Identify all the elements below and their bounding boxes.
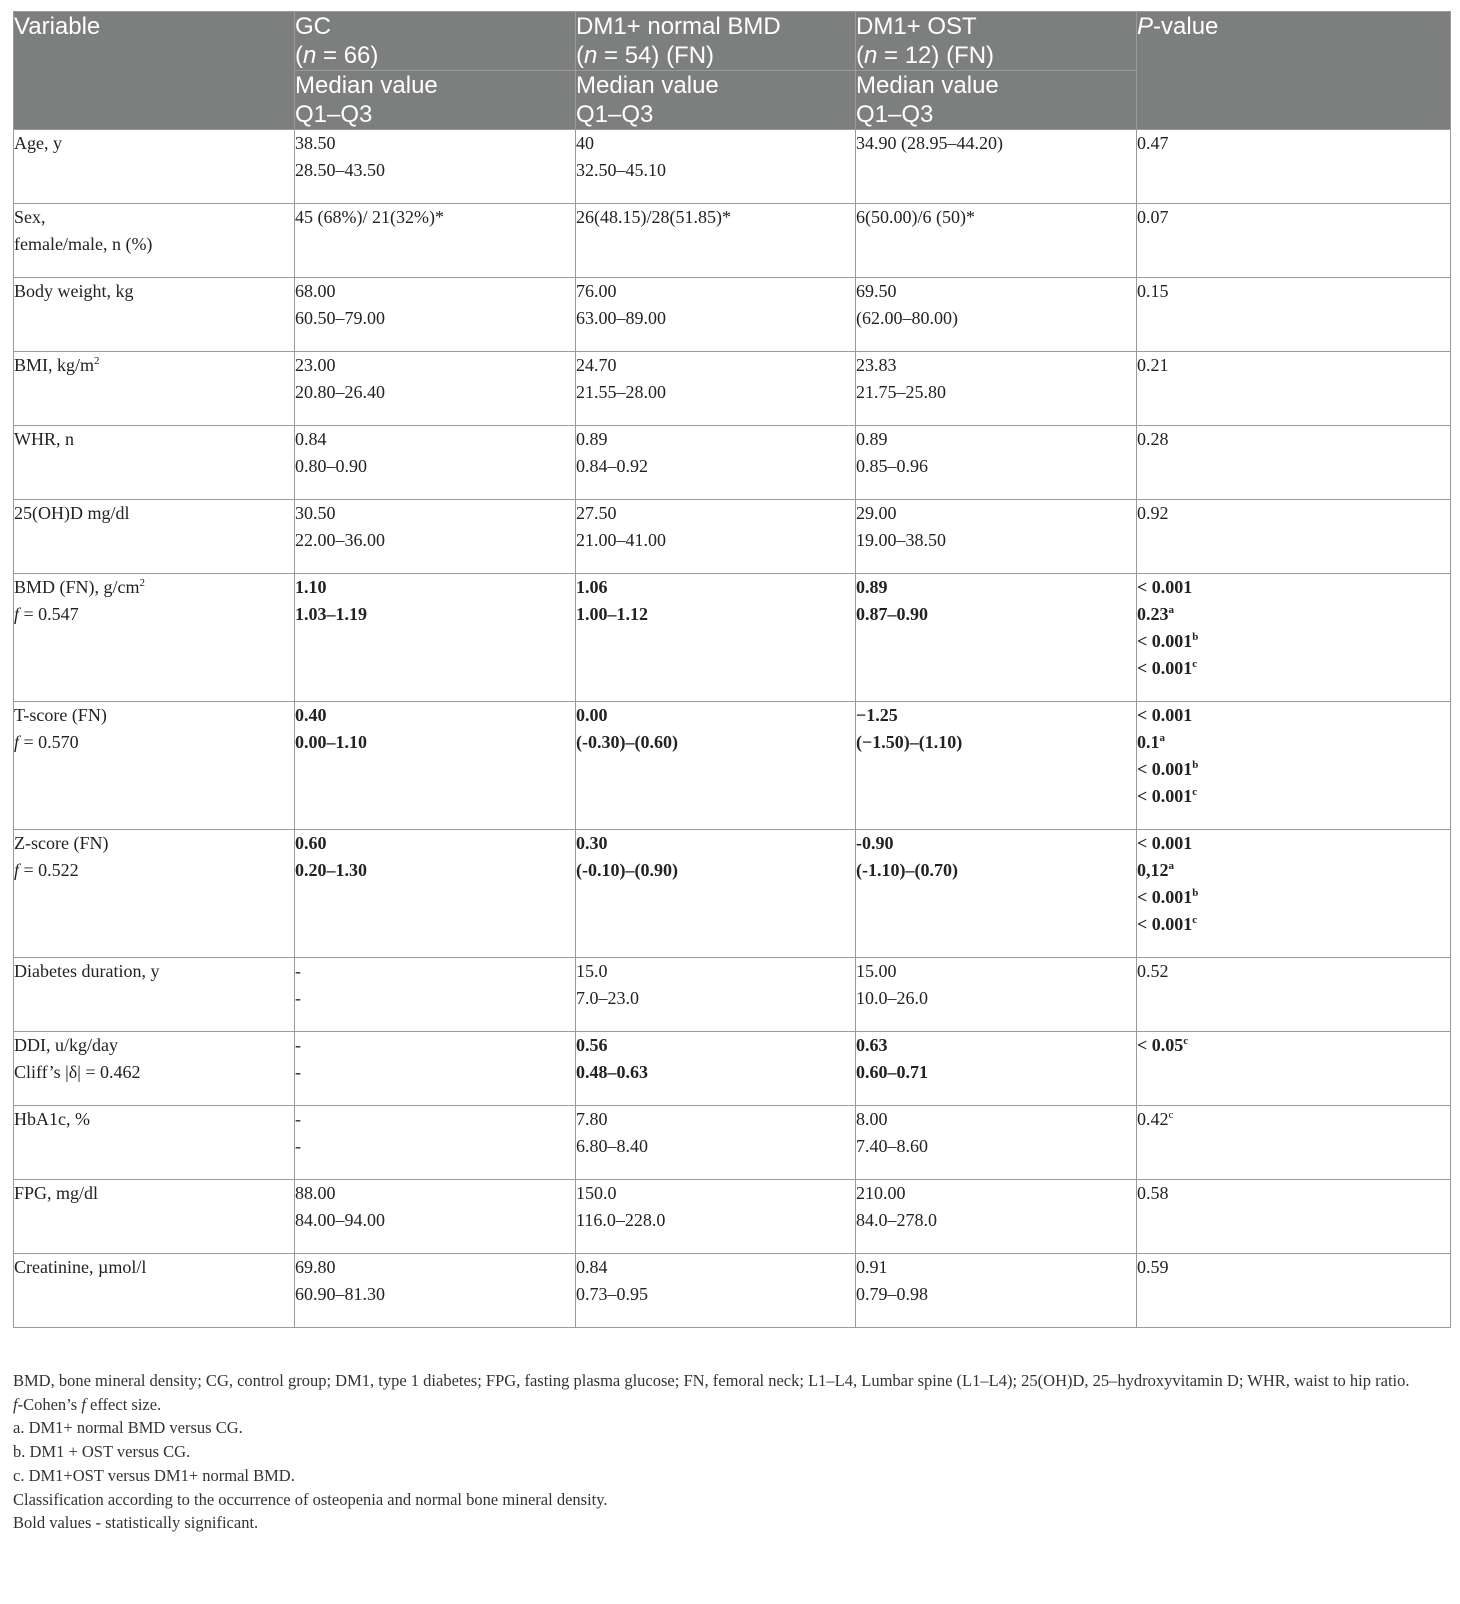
cell-value: 0.84	[295, 429, 327, 449]
cell-gc	[295, 574, 576, 702]
variable-name: Creatinine, µmol/l	[14, 1257, 147, 1277]
cell-dm-normal	[576, 830, 856, 958]
pvalue-superscript: c	[1183, 1035, 1189, 1047]
cell-dm-ost	[856, 1106, 1137, 1180]
cell-value: 0.89	[856, 577, 888, 597]
cell-value: 1.03–1.19	[295, 604, 367, 624]
cell-value: 0.79–0.98	[856, 1284, 928, 1304]
cell-gc	[295, 278, 576, 352]
footnote-cohen-suffix: effect size.	[85, 1394, 162, 1414]
variable-superscript: 2	[139, 577, 145, 589]
cell-value: 21.75–25.80	[856, 382, 946, 402]
cell-value: -	[295, 1136, 301, 1156]
cell-value: 1.10	[295, 577, 327, 597]
cell-gc	[295, 958, 576, 1032]
pvalue-line	[1137, 911, 1450, 938]
header-pvalue: P-value	[1137, 12, 1451, 130]
pvalue-line	[1137, 1032, 1450, 1059]
cell-variable	[14, 574, 295, 702]
variable-name-line	[14, 574, 294, 601]
variable-name: HbA1c, %	[14, 1109, 90, 1129]
header-dm-normal-title: DM1+ normal BMD	[576, 13, 781, 40]
pvalue: 0.47	[1137, 133, 1169, 153]
cell-dm-ost	[856, 500, 1137, 574]
pvalue-superscript: b	[1192, 887, 1199, 899]
variable-name: Sex,	[14, 207, 46, 227]
effect-size-value: = 0.522	[23, 860, 79, 880]
cell-value: 0.60	[295, 833, 327, 853]
cell-pvalue	[1137, 426, 1451, 500]
variable-detail: female/male, n (%)	[14, 234, 153, 254]
pvalue-line	[1137, 857, 1450, 884]
cell-dm-normal	[576, 1106, 856, 1180]
subheader-line2: Q1–Q3	[856, 101, 934, 128]
table-row	[14, 204, 1451, 278]
cell-gc	[295, 1032, 576, 1106]
pvalue: 0.52	[1137, 961, 1169, 981]
cell-value: 28.50–43.50	[295, 160, 385, 180]
pvalue-line	[1137, 574, 1450, 601]
cell-gc	[295, 702, 576, 830]
cell-value: -	[295, 988, 301, 1008]
cell-gc	[295, 352, 576, 426]
cell-value: 0.56	[576, 1035, 608, 1055]
cell-variable	[14, 958, 295, 1032]
cell-value: 20.80–26.40	[295, 382, 385, 402]
table-row	[14, 278, 1451, 352]
cell-value: 84.00–94.00	[295, 1210, 385, 1230]
cell-dm-ost	[856, 574, 1137, 702]
pvalue-superscript: a	[1159, 732, 1165, 744]
cell-dm-normal	[576, 278, 856, 352]
variable-name: Age, y	[14, 133, 62, 153]
cell-pvalue	[1137, 830, 1451, 958]
cell-value: (-1.10)–(0.70)	[856, 860, 958, 880]
cell-value: 0.00	[576, 705, 608, 725]
table-row	[14, 426, 1451, 500]
pvalue-superscript: b	[1192, 759, 1199, 771]
pvalue-line	[1137, 1180, 1450, 1207]
cell-dm-ost	[856, 352, 1137, 426]
cell-value: 69.50	[856, 281, 897, 301]
cell-value: 24.70	[576, 355, 617, 375]
cell-pvalue	[1137, 958, 1451, 1032]
cell-value: 0.85–0.96	[856, 456, 928, 476]
cell-value: 76.00	[576, 281, 617, 301]
cell-pvalue	[1137, 130, 1451, 204]
pvalue: 0.59	[1137, 1257, 1169, 1277]
variable-name: T-score (FN)	[14, 705, 107, 725]
cell-value: 34.90 (28.95–44.20)	[856, 133, 1003, 153]
header-gc-title: GC	[295, 13, 331, 40]
footnote-b: b. DM1 + OST versus CG.	[13, 1442, 191, 1462]
cell-value: -0.90	[856, 833, 894, 853]
cell-value: 1.06	[576, 577, 608, 597]
footnote-cohen-f: f	[13, 1394, 18, 1414]
table-row	[14, 1032, 1451, 1106]
cell-dm-normal	[576, 1032, 856, 1106]
subheader-dm-ost	[856, 71, 1137, 130]
cell-gc	[295, 426, 576, 500]
subheader-line1: Median value	[856, 72, 999, 99]
footnote-abbreviations: BMD, bone mineral density; CG, control group; DM1, type 1 diabetes; FPG, fasting plasma glucose; FN, femoral neck; L1–L4, Lumbar spine (L1–L4); 25(OH)D, 25–hydroxyvitamin D; WHR, waist to hip ratio.	[13, 1371, 1410, 1390]
cell-pvalue	[1137, 702, 1451, 830]
cell-value: 21.55–28.00	[576, 382, 666, 402]
cell-value: (-0.30)–(0.60)	[576, 732, 678, 752]
cell-variable	[14, 130, 295, 204]
cell-value: 7.40–8.60	[856, 1136, 928, 1156]
cell-gc	[295, 1106, 576, 1180]
cell-variable	[14, 1180, 295, 1254]
cell-gc	[295, 1254, 576, 1328]
cell-variable	[14, 830, 295, 958]
cell-value: 0.60–0.71	[856, 1062, 928, 1082]
table-row	[14, 500, 1451, 574]
cell-dm-normal	[576, 130, 856, 204]
table-row	[14, 830, 1451, 958]
table-footnotes	[13, 1369, 1450, 1535]
cell-value: 0.48–0.63	[576, 1062, 648, 1082]
pvalue-superscript: c	[1168, 1109, 1174, 1121]
cell-variable	[14, 426, 295, 500]
cell-dm-ost	[856, 1180, 1137, 1254]
cell-value: 0.89	[856, 429, 888, 449]
variable-name: FPG, mg/dl	[14, 1183, 99, 1203]
pvalue: < 0.001	[1137, 786, 1193, 806]
table-row	[14, 1254, 1451, 1328]
effect-size	[14, 729, 294, 756]
table-row	[14, 574, 1451, 702]
cell-value: (−1.50)–(1.10)	[856, 732, 963, 752]
cell-value: 0.20–1.30	[295, 860, 367, 880]
header-variable: Variable	[14, 12, 295, 130]
variable-name: BMI, kg/m	[14, 355, 95, 375]
cell-value: 7.0–23.0	[576, 988, 639, 1008]
cell-gc	[295, 1180, 576, 1254]
footnote-cohen-mid: -Cohen’s	[17, 1394, 82, 1414]
cell-dm-ost	[856, 958, 1137, 1032]
cell-variable	[14, 204, 295, 278]
variable-name: BMD (FN), g/cm	[14, 577, 140, 597]
cell-value: 0.84–0.92	[576, 456, 648, 476]
cell-pvalue	[1137, 1254, 1451, 1328]
cell-variable	[14, 278, 295, 352]
cell-variable	[14, 500, 295, 574]
pvalue-line	[1137, 1254, 1450, 1281]
cell-value: 150.0	[576, 1183, 617, 1203]
pvalue-line	[1137, 958, 1450, 985]
pvalue-superscript: c	[1192, 658, 1198, 670]
pvalue-line	[1137, 783, 1450, 810]
footnote-a: a. DM1+ normal BMD versus CG.	[13, 1418, 243, 1438]
table-row	[14, 958, 1451, 1032]
variable-name-line	[14, 352, 294, 379]
variable-name: 25(OH)D mg/dl	[14, 503, 130, 523]
pvalue-superscript: c	[1192, 786, 1198, 798]
cell-value: 0.00–1.10	[295, 732, 367, 752]
header-dm-normal	[576, 12, 856, 71]
cell-pvalue	[1137, 1180, 1451, 1254]
effect-size-value: = 0.547	[23, 604, 79, 624]
cell-value: 6(50.00)/6 (50)*	[856, 207, 975, 227]
cell-dm-ost	[856, 830, 1137, 958]
header-dm-ost	[856, 12, 1137, 71]
cell-value: -	[295, 961, 301, 981]
cell-value: 7.80	[576, 1109, 608, 1129]
pvalue: 0.58	[1137, 1183, 1169, 1203]
pvalue: 0.07	[1137, 207, 1169, 227]
cell-dm-normal	[576, 1254, 856, 1328]
cell-value: 19.00–38.50	[856, 530, 946, 550]
cell-dm-normal	[576, 500, 856, 574]
pvalue: 0.15	[1137, 281, 1169, 301]
cell-dm-ost	[856, 1254, 1137, 1328]
cell-value: 15.0	[576, 961, 608, 981]
table-row	[14, 352, 1451, 426]
cell-variable	[14, 352, 295, 426]
cell-value: 0.80–0.90	[295, 456, 367, 476]
variable-name: Body weight, kg	[14, 281, 134, 301]
cell-gc	[295, 130, 576, 204]
cell-gc	[295, 830, 576, 958]
pvalue-line	[1137, 204, 1450, 231]
pvalue-line	[1137, 628, 1450, 655]
cell-value: 0.40	[295, 705, 327, 725]
cell-pvalue	[1137, 574, 1451, 702]
cell-value: 0.63	[856, 1035, 888, 1055]
cell-value: 116.0–228.0	[576, 1210, 666, 1230]
variable-name: Diabetes duration, y	[14, 961, 160, 981]
cell-dm-ost	[856, 278, 1137, 352]
cell-pvalue	[1137, 204, 1451, 278]
pvalue-line	[1137, 500, 1450, 527]
table-row	[14, 130, 1451, 204]
header-gc	[295, 12, 576, 71]
cell-pvalue	[1137, 278, 1451, 352]
pvalue-line	[1137, 130, 1450, 157]
pvalue: < 0.001	[1137, 658, 1193, 678]
pvalue-line	[1137, 1106, 1450, 1133]
header-dm-ost-title: DM1+ OST	[856, 13, 977, 40]
cell-value: -	[295, 1035, 301, 1055]
cell-dm-ost	[856, 426, 1137, 500]
cell-value: 27.50	[576, 503, 617, 523]
cell-value: 63.00–89.00	[576, 308, 666, 328]
cell-value: 21.00–41.00	[576, 530, 666, 550]
cell-variable	[14, 1254, 295, 1328]
cell-value: 68.00	[295, 281, 336, 301]
cell-value: 88.00	[295, 1183, 336, 1203]
pvalue-line	[1137, 278, 1450, 305]
cell-value: 26(48.15)/28(51.85)*	[576, 207, 731, 227]
cell-value: 23.83	[856, 355, 897, 375]
pvalue-line	[1137, 830, 1450, 857]
cell-value: 210.00	[856, 1183, 906, 1203]
pvalue: < 0.001	[1137, 631, 1193, 651]
footnote-cohen-f2: f	[81, 1394, 86, 1414]
cell-value: 22.00–36.00	[295, 530, 385, 550]
cell-value: -	[295, 1062, 301, 1082]
subheader-dm-normal	[576, 71, 856, 130]
cell-value: 30.50	[295, 503, 336, 523]
cell-value: -	[295, 1109, 301, 1129]
pvalue-line	[1137, 601, 1450, 628]
cell-value: 32.50–45.10	[576, 160, 666, 180]
cell-value: 0.30	[576, 833, 608, 853]
cell-value: 0.89	[576, 429, 608, 449]
cell-value: (62.00–80.00)	[856, 308, 958, 328]
variable-name: WHR, n	[14, 429, 74, 449]
pvalue: < 0.001	[1137, 887, 1193, 907]
subheader-line2: Q1–Q3	[295, 101, 373, 128]
cell-gc	[295, 204, 576, 278]
table-row	[14, 1106, 1451, 1180]
cell-value: 0.87–0.90	[856, 604, 928, 624]
cell-pvalue	[1137, 1106, 1451, 1180]
header-dm-normal-n: (n = 54) (FN)	[576, 42, 715, 69]
cell-dm-normal	[576, 574, 856, 702]
cell-dm-ost	[856, 702, 1137, 830]
pvalue: 0.21	[1137, 355, 1169, 375]
table-row	[14, 702, 1451, 830]
cell-dm-normal	[576, 702, 856, 830]
variable-superscript: 2	[94, 355, 100, 367]
cell-value: 6.80–8.40	[576, 1136, 648, 1156]
cell-variable	[14, 1106, 295, 1180]
subheader-line1: Median value	[295, 72, 438, 99]
subheader-line2: Q1–Q3	[576, 101, 654, 128]
cell-value: 45 (68%)/ 21(32%)*	[295, 207, 444, 227]
cell-value: −1.25	[856, 705, 898, 725]
cell-value: (-0.10)–(0.90)	[576, 860, 678, 880]
subheader-line1: Median value	[576, 72, 719, 99]
pvalue-line	[1137, 655, 1450, 682]
effect-size-value: = 0.570	[23, 732, 79, 752]
pvalue: < 0.001	[1137, 759, 1193, 779]
cell-pvalue	[1137, 1032, 1451, 1106]
effect-size	[14, 857, 294, 884]
cell-gc	[295, 500, 576, 574]
pvalue: 0.1	[1137, 732, 1160, 752]
cell-pvalue	[1137, 352, 1451, 426]
cell-dm-ost	[856, 1032, 1137, 1106]
cell-value: 0.84	[576, 1257, 608, 1277]
pvalue-line	[1137, 884, 1450, 911]
cell-value: 15.00	[856, 961, 897, 981]
variable-detail: Cliff’s |δ| = 0.462	[14, 1062, 141, 1082]
variable-name: Z-score (FN)	[14, 833, 109, 853]
pvalue-line	[1137, 702, 1450, 729]
footnote-bold: Bold values - statistically significant.	[13, 1513, 259, 1533]
pvalue: 0.28	[1137, 429, 1169, 449]
variable-name: DDI, u/kg/day	[14, 1035, 118, 1055]
cell-dm-normal	[576, 352, 856, 426]
table-body	[14, 130, 1451, 1328]
cell-dm-ost	[856, 204, 1137, 278]
pvalue-superscript: b	[1192, 631, 1199, 643]
pvalue: 0.23	[1137, 604, 1169, 624]
cell-value: 10.0–26.0	[856, 988, 928, 1008]
results-table	[13, 11, 1451, 1328]
header-dm-ost-n: (n = 12) (FN)	[856, 42, 995, 69]
pvalue-line	[1137, 756, 1450, 783]
cell-value: 0.73–0.95	[576, 1284, 648, 1304]
cell-dm-normal	[576, 426, 856, 500]
subheader-gc	[295, 71, 576, 130]
cell-value: 29.00	[856, 503, 897, 523]
cell-dm-normal	[576, 204, 856, 278]
pvalue-superscript: c	[1192, 914, 1198, 926]
cell-value: 60.90–81.30	[295, 1284, 385, 1304]
pvalue-line	[1137, 729, 1450, 756]
cell-variable	[14, 702, 295, 830]
cell-value: 38.50	[295, 133, 336, 153]
footnote-c: c. DM1+OST versus DM1+ normal BMD.	[13, 1465, 295, 1485]
cell-value: 0.91	[856, 1257, 888, 1277]
effect-size-symbol: f	[14, 860, 20, 880]
pvalue: 0.92	[1137, 503, 1169, 523]
pvalue-line	[1137, 352, 1450, 379]
pvalue-line	[1137, 426, 1450, 453]
cell-dm-ost	[856, 130, 1137, 204]
effect-size	[14, 601, 294, 628]
cell-value: 84.0–278.0	[856, 1210, 937, 1230]
pvalue: < 0.05	[1137, 1035, 1184, 1055]
pvalue: < 0.001	[1137, 914, 1193, 934]
cell-dm-normal	[576, 1180, 856, 1254]
footnote-classification: Classification according to the occurrence of osteopenia and normal bone mineral density.	[13, 1489, 608, 1509]
cell-value: 1.00–1.12	[576, 604, 648, 624]
pvalue-superscript: a	[1168, 860, 1174, 872]
cell-value: 69.80	[295, 1257, 336, 1277]
cell-value: 60.50–79.00	[295, 308, 385, 328]
pvalue: < 0.001	[1137, 705, 1193, 725]
cell-value: 40	[576, 133, 594, 153]
cell-dm-normal	[576, 958, 856, 1032]
effect-size-symbol: f	[14, 604, 20, 624]
cell-variable	[14, 1032, 295, 1106]
cell-pvalue	[1137, 500, 1451, 574]
cell-value: 8.00	[856, 1109, 888, 1129]
pvalue-superscript: a	[1168, 604, 1174, 616]
cell-value: 23.00	[295, 355, 336, 375]
pvalue: < 0.001	[1137, 577, 1193, 597]
effect-size-symbol: f	[14, 732, 20, 752]
pvalue: < 0.001	[1137, 833, 1193, 853]
pvalue: 0.42	[1137, 1109, 1169, 1129]
table-row	[14, 1180, 1451, 1254]
pvalue: 0,12	[1137, 860, 1169, 880]
footnote-cohen	[13, 1393, 1450, 1417]
header-gc-n: (n = 66)	[295, 42, 379, 69]
